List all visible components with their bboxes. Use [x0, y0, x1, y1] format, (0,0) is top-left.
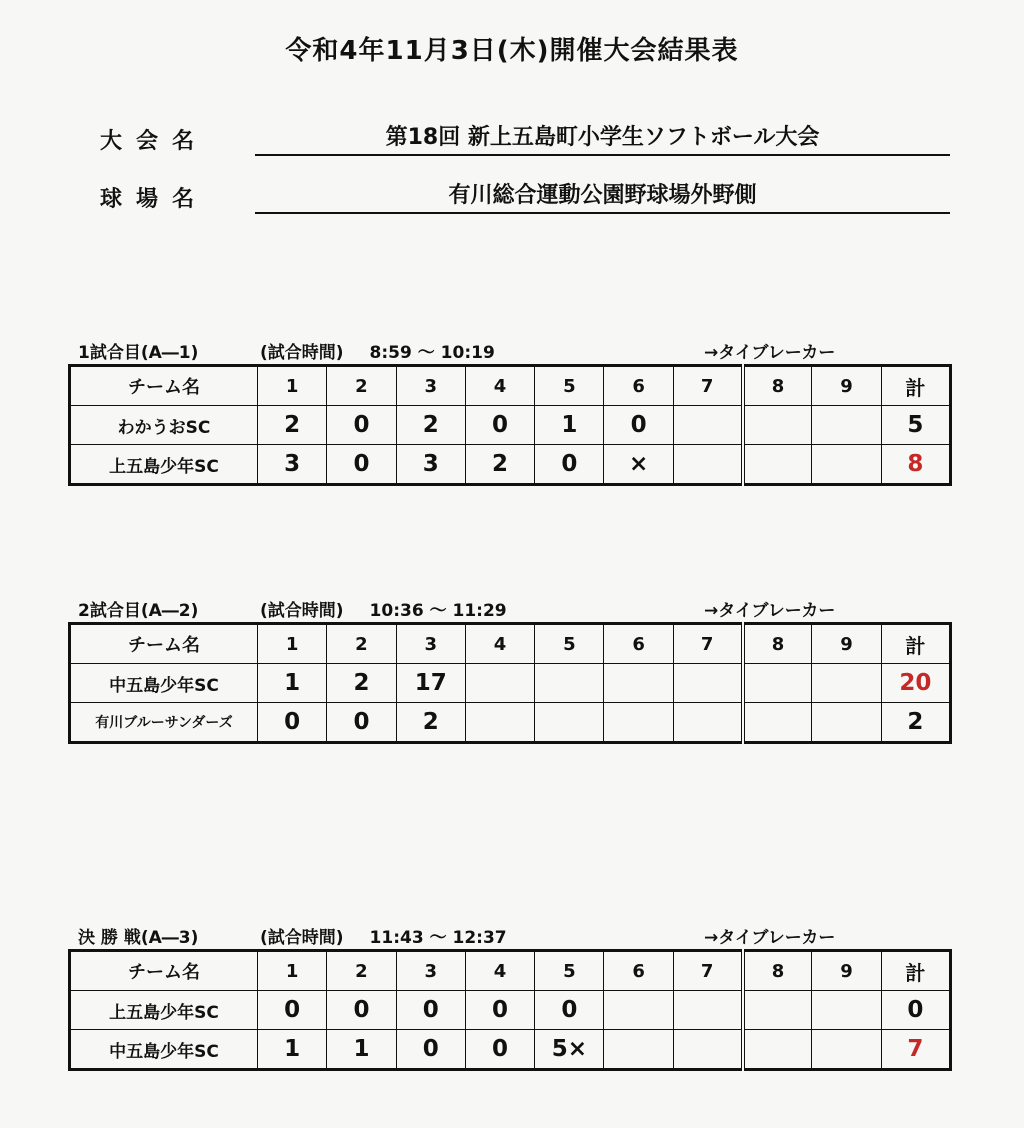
inning-score	[535, 664, 604, 703]
inning-score: 17	[396, 664, 465, 703]
team-header: チーム名	[70, 951, 258, 991]
table-row	[70, 1030, 951, 1070]
tournament-label: 大会名	[100, 129, 209, 154]
inning-score: 3	[258, 445, 327, 485]
inning-score	[673, 1030, 742, 1070]
inning-header: 8	[743, 951, 812, 991]
inning-score	[604, 664, 673, 703]
inning-score	[673, 991, 742, 1030]
table-row	[70, 445, 951, 485]
inning-header: 3	[396, 366, 465, 406]
table-row	[70, 991, 951, 1030]
inning-score: 0	[327, 991, 396, 1030]
inning-score	[812, 991, 881, 1030]
inning-score	[812, 703, 881, 743]
inning-score: 0	[535, 445, 604, 485]
inning-score: 2	[396, 703, 465, 743]
total-header: 計	[881, 366, 950, 406]
game-header	[68, 592, 952, 622]
total-score: 0	[881, 991, 950, 1030]
inning-header: 1	[258, 366, 327, 406]
inning-score: 2	[258, 406, 327, 445]
total-score: 20	[881, 664, 950, 703]
inning-header: 5	[535, 366, 604, 406]
inning-score: 0	[465, 1030, 534, 1070]
inning-score: 0	[258, 991, 327, 1030]
inning-score: 2	[396, 406, 465, 445]
inning-score: 0	[327, 703, 396, 743]
score-header-row	[70, 366, 951, 406]
inning-header: 4	[465, 951, 534, 991]
tiebreak-label: →タイブレーカー	[704, 601, 836, 621]
table-row	[70, 664, 951, 703]
inning-score	[743, 664, 812, 703]
inning-header: 2	[327, 951, 396, 991]
table-row	[70, 406, 951, 445]
inning-header: 9	[812, 951, 881, 991]
inning-score	[743, 991, 812, 1030]
inning-header: 8	[743, 624, 812, 664]
inning-header: 4	[465, 366, 534, 406]
inning-header: 4	[465, 624, 534, 664]
total-score: 5	[881, 406, 950, 445]
inning-header: 3	[396, 951, 465, 991]
total-score: 2	[881, 703, 950, 743]
team-name: わかうおSC	[70, 406, 258, 445]
game-header	[68, 334, 952, 364]
inning-score: 5×	[535, 1030, 604, 1070]
score-table	[68, 622, 952, 744]
venue-row	[100, 180, 950, 220]
inning-header: 7	[673, 624, 742, 664]
page-title: 令和4年11月3日(木)開催大会結果表	[285, 36, 739, 66]
team-name: 中五島少年SC	[70, 664, 258, 703]
inning-score: 0	[396, 991, 465, 1030]
venue-value: 有川総合運動公園野球場外野側	[255, 180, 950, 214]
inning-score: ×	[604, 445, 673, 485]
inning-score: 1	[535, 406, 604, 445]
game-header	[68, 919, 952, 949]
inning-header: 9	[812, 366, 881, 406]
team-name: 中五島少年SC	[70, 1030, 258, 1070]
inning-score: 2	[465, 445, 534, 485]
inning-score	[812, 664, 881, 703]
inning-score: 0	[465, 406, 534, 445]
game-time-value: 8:59 ～ 10:19	[369, 343, 495, 363]
game-title: 1試合目(A―1)	[78, 343, 199, 363]
inning-score: 0	[258, 703, 327, 743]
game-time-label: (試合時間)	[260, 928, 344, 948]
inning-score	[465, 703, 534, 743]
inning-score: 1	[258, 664, 327, 703]
inning-score	[743, 445, 812, 485]
inning-score	[604, 703, 673, 743]
game-time-value: 11:43 ～ 12:37	[369, 928, 507, 948]
inning-score	[673, 703, 742, 743]
inning-score: 3	[396, 445, 465, 485]
inning-score	[673, 406, 742, 445]
inning-score	[673, 445, 742, 485]
inning-header: 5	[535, 951, 604, 991]
inning-header: 8	[743, 366, 812, 406]
inning-score	[673, 664, 742, 703]
inning-score	[743, 703, 812, 743]
inning-header: 6	[604, 624, 673, 664]
inning-score: 1	[327, 1030, 396, 1070]
game-time-value: 10:36 ～ 11:29	[369, 601, 507, 621]
tournament-value: 第18回 新上五島町小学生ソフトボール大会	[255, 122, 950, 156]
inning-score: 2	[327, 664, 396, 703]
game-time	[260, 596, 511, 621]
game-time	[260, 338, 499, 363]
inning-header: 1	[258, 624, 327, 664]
inning-header: 6	[604, 366, 673, 406]
table-row	[70, 703, 951, 743]
game-3	[68, 919, 952, 1071]
inning-header: 2	[327, 624, 396, 664]
team-name: 上五島少年SC	[70, 991, 258, 1030]
inning-score	[812, 445, 881, 485]
game-time	[260, 923, 511, 948]
inning-score: 0	[604, 406, 673, 445]
inning-score	[743, 406, 812, 445]
inning-header: 3	[396, 624, 465, 664]
inning-score: 1	[258, 1030, 327, 1070]
inning-score	[604, 991, 673, 1030]
inning-header: 9	[812, 624, 881, 664]
tournament-row	[100, 122, 950, 162]
tiebreak-label: →タイブレーカー	[704, 928, 836, 948]
inning-score	[812, 406, 881, 445]
inning-score	[743, 1030, 812, 1070]
score-table	[68, 364, 952, 486]
inning-score: 0	[535, 991, 604, 1030]
score-header-row	[70, 624, 951, 664]
team-header: チーム名	[70, 624, 258, 664]
inning-score	[604, 1030, 673, 1070]
team-name: 上五島少年SC	[70, 445, 258, 485]
inning-score: 0	[396, 1030, 465, 1070]
inning-score: 0	[465, 991, 534, 1030]
inning-score	[812, 1030, 881, 1070]
game-1	[68, 334, 952, 486]
game-time-label: (試合時間)	[260, 343, 344, 363]
total-score: 8	[881, 445, 950, 485]
inning-header: 5	[535, 624, 604, 664]
total-header: 計	[881, 951, 950, 991]
inning-header: 1	[258, 951, 327, 991]
total-score: 7	[881, 1030, 950, 1070]
tiebreak-label: →タイブレーカー	[704, 343, 836, 363]
score-table	[68, 949, 952, 1071]
game-2	[68, 592, 952, 744]
score-header-row	[70, 951, 951, 991]
venue-label: 球場名	[100, 187, 209, 212]
inning-score	[465, 664, 534, 703]
inning-header: 6	[604, 951, 673, 991]
game-time-label: (試合時間)	[260, 601, 344, 621]
game-title: 決 勝 戦(A―3)	[78, 928, 199, 948]
team-header: チーム名	[70, 366, 258, 406]
inning-score	[535, 703, 604, 743]
inning-header: 2	[327, 366, 396, 406]
inning-score: 0	[327, 406, 396, 445]
inning-header: 7	[673, 951, 742, 991]
total-header: 計	[881, 624, 950, 664]
inning-header: 7	[673, 366, 742, 406]
game-title: 2試合目(A―2)	[78, 601, 199, 621]
team-name: 有川ブルーサンダーズ	[70, 703, 258, 743]
inning-score: 0	[327, 445, 396, 485]
